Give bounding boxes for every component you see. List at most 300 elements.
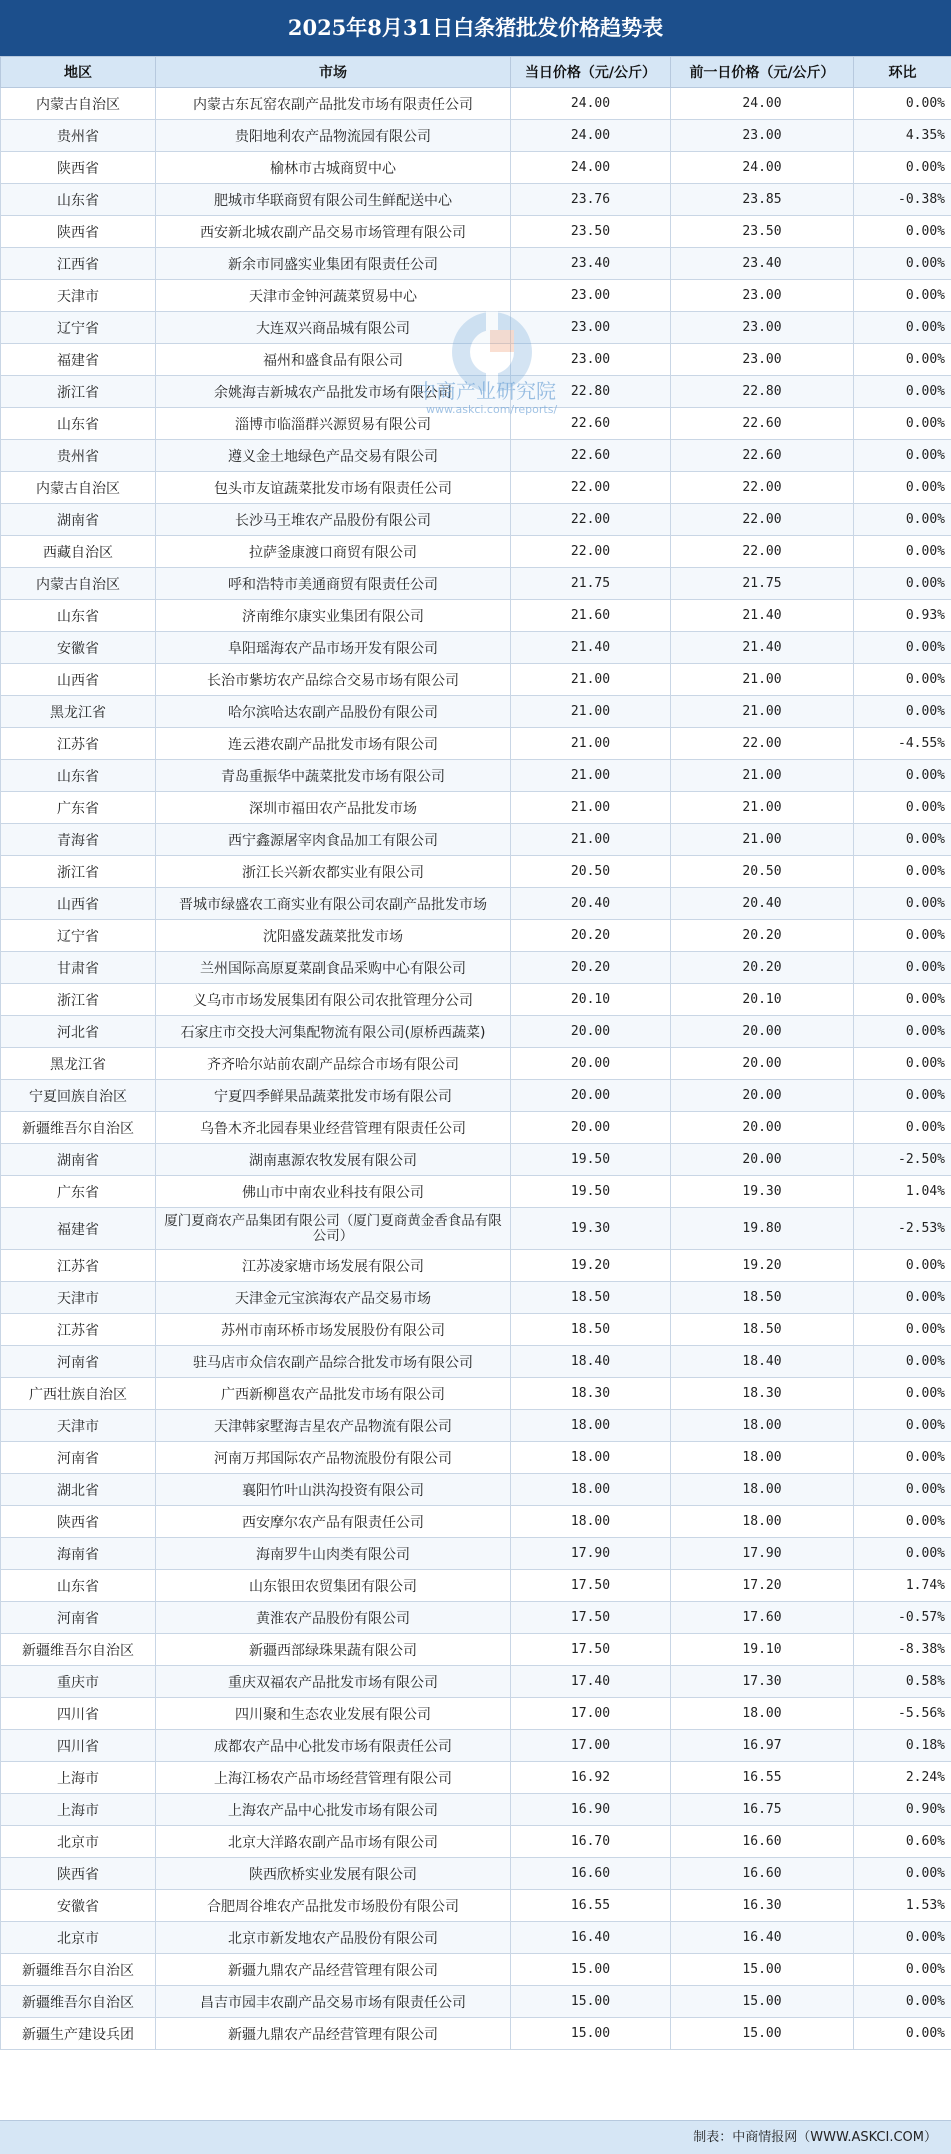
cell-previous-price: 18.40 — [671, 1346, 854, 1378]
cell-today-price: 22.60 — [511, 440, 671, 472]
table-row — [1, 1442, 951, 1474]
table-row — [1, 1346, 951, 1378]
cell-today-price: 17.00 — [511, 1698, 671, 1730]
column-header-region: 地区 — [1, 57, 156, 88]
cell-region: 上海市 — [1, 1762, 156, 1794]
cell-previous-price: 21.00 — [671, 792, 854, 824]
table-row — [1, 1986, 951, 2018]
cell-market: 新疆九鼎农产品经营管理有限公司 — [156, 2018, 511, 2050]
cell-change: 0.60% — [854, 1826, 951, 1858]
table-row — [1, 1144, 951, 1176]
cell-region: 山西省 — [1, 664, 156, 696]
cell-previous-price: 23.00 — [671, 120, 854, 152]
cell-change: 0.00% — [854, 888, 951, 920]
cell-today-price: 18.50 — [511, 1282, 671, 1314]
cell-change: 0.00% — [854, 1442, 951, 1474]
cell-today-price: 15.00 — [511, 1986, 671, 2018]
cell-market: 长沙马王堆农产品股份有限公司 — [156, 504, 511, 536]
cell-region: 福建省 — [1, 1208, 156, 1250]
cell-previous-price: 23.50 — [671, 216, 854, 248]
table-row — [1, 792, 951, 824]
cell-today-price: 17.50 — [511, 1602, 671, 1634]
cell-region: 新疆维吾尔自治区 — [1, 1112, 156, 1144]
cell-region: 山西省 — [1, 888, 156, 920]
cell-region: 辽宁省 — [1, 920, 156, 952]
table-row — [1, 1474, 951, 1506]
cell-region: 陕西省 — [1, 1858, 156, 1890]
cell-today-price: 22.00 — [511, 536, 671, 568]
cell-change: 2.24% — [854, 1762, 951, 1794]
cell-market: 黄淮农产品股份有限公司 — [156, 1602, 511, 1634]
table-row — [1, 1176, 951, 1208]
cell-market: 义乌市市场发展集团有限公司农批管理分公司 — [156, 984, 511, 1016]
cell-market: 大连双兴商品城有限公司 — [156, 312, 511, 344]
cell-change: 0.00% — [854, 216, 951, 248]
cell-change: 0.00% — [854, 1080, 951, 1112]
table-row — [1, 1080, 951, 1112]
table-row — [1, 184, 951, 216]
table-row — [1, 1570, 951, 1602]
table-row — [1, 472, 951, 504]
cell-previous-price: 20.20 — [671, 920, 854, 952]
cell-change: 0.00% — [854, 440, 951, 472]
cell-change: 0.00% — [854, 696, 951, 728]
cell-change: 0.00% — [854, 1474, 951, 1506]
cell-region: 北京市 — [1, 1922, 156, 1954]
cell-region: 宁夏回族自治区 — [1, 1080, 156, 1112]
cell-previous-price: 15.00 — [671, 2018, 854, 2050]
cell-today-price: 20.00 — [511, 1048, 671, 1080]
cell-previous-price: 20.20 — [671, 952, 854, 984]
cell-today-price: 19.50 — [511, 1176, 671, 1208]
cell-today-price: 24.00 — [511, 120, 671, 152]
table-row — [1, 1282, 951, 1314]
cell-change: -8.38% — [854, 1634, 951, 1666]
cell-market: 肥城市华联商贸有限公司生鲜配送中心 — [156, 184, 511, 216]
cell-change: 0.00% — [854, 88, 951, 120]
cell-change: 1.74% — [854, 1570, 951, 1602]
table-body — [1, 88, 951, 2050]
cell-market: 厦门夏商农产品集团有限公司（厦门夏商黄金香食品有限公司） — [156, 1208, 511, 1250]
cell-market: 江苏凌家塘市场发展有限公司 — [156, 1250, 511, 1282]
cell-region: 浙江省 — [1, 376, 156, 408]
cell-change: 0.00% — [854, 568, 951, 600]
watermark-text: 中商产业研究院 — [416, 375, 616, 404]
cell-change: 0.00% — [854, 1410, 951, 1442]
cell-region: 青海省 — [1, 824, 156, 856]
cell-region: 天津市 — [1, 1410, 156, 1442]
cell-previous-price: 23.00 — [671, 312, 854, 344]
cell-previous-price: 22.00 — [671, 536, 854, 568]
table-row — [1, 1954, 951, 1986]
cell-today-price: 23.50 — [511, 216, 671, 248]
cell-change: 0.00% — [854, 1250, 951, 1282]
cell-change: 0.00% — [854, 1048, 951, 1080]
cell-today-price: 19.20 — [511, 1250, 671, 1282]
cell-today-price: 17.50 — [511, 1570, 671, 1602]
table-row — [1, 664, 951, 696]
cell-today-price: 16.70 — [511, 1826, 671, 1858]
cell-change: 0.00% — [854, 1506, 951, 1538]
cell-today-price: 17.90 — [511, 1538, 671, 1570]
cell-previous-price: 17.30 — [671, 1666, 854, 1698]
cell-previous-price: 18.50 — [671, 1314, 854, 1346]
cell-change: 0.00% — [854, 2018, 951, 2050]
table-row — [1, 536, 951, 568]
table-row — [1, 1112, 951, 1144]
cell-change: 0.00% — [854, 760, 951, 792]
cell-market: 天津市金钟河蔬菜贸易中心 — [156, 280, 511, 312]
table-row — [1, 856, 951, 888]
cell-previous-price: 22.60 — [671, 440, 854, 472]
cell-change: 0.18% — [854, 1730, 951, 1762]
table-row — [1, 600, 951, 632]
cell-today-price: 18.30 — [511, 1378, 671, 1410]
cell-change: 0.00% — [854, 312, 951, 344]
cell-region: 海南省 — [1, 1538, 156, 1570]
cell-region: 江西省 — [1, 248, 156, 280]
table-row — [1, 1666, 951, 1698]
cell-region: 天津市 — [1, 280, 156, 312]
cell-market: 哈尔滨哈达农副产品股份有限公司 — [156, 696, 511, 728]
cell-today-price: 20.50 — [511, 856, 671, 888]
cell-region: 新疆维吾尔自治区 — [1, 1954, 156, 1986]
cell-market: 西安摩尔农产品有限责任公司 — [156, 1506, 511, 1538]
cell-change: 0.00% — [854, 1314, 951, 1346]
cell-region: 湖南省 — [1, 1144, 156, 1176]
cell-previous-price: 21.00 — [671, 696, 854, 728]
cell-today-price: 24.00 — [511, 152, 671, 184]
cell-change: 0.00% — [854, 1112, 951, 1144]
cell-today-price: 18.00 — [511, 1474, 671, 1506]
table-row — [1, 1730, 951, 1762]
table-header-row — [1, 57, 951, 88]
table-row — [1, 440, 951, 472]
cell-previous-price: 20.00 — [671, 1112, 854, 1144]
cell-today-price: 18.00 — [511, 1410, 671, 1442]
cell-today-price: 23.00 — [511, 344, 671, 376]
cell-previous-price: 22.80 — [671, 376, 854, 408]
cell-market: 长治市紫坊农产品综合交易市场有限公司 — [156, 664, 511, 696]
cell-market: 济南维尔康实业集团有限公司 — [156, 600, 511, 632]
cell-market: 苏州市南环桥市场发展股份有限公司 — [156, 1314, 511, 1346]
cell-market: 阜阳瑶海农产品市场开发有限公司 — [156, 632, 511, 664]
cell-change: -0.57% — [854, 1602, 951, 1634]
cell-today-price: 22.60 — [511, 408, 671, 440]
cell-market: 贵阳地利农产品物流园有限公司 — [156, 120, 511, 152]
cell-change: 0.00% — [854, 856, 951, 888]
cell-region: 广西壮族自治区 — [1, 1378, 156, 1410]
cell-previous-price: 18.00 — [671, 1698, 854, 1730]
cell-today-price: 16.40 — [511, 1922, 671, 1954]
cell-previous-price: 24.00 — [671, 88, 854, 120]
cell-region: 安徽省 — [1, 632, 156, 664]
cell-today-price: 21.00 — [511, 792, 671, 824]
cell-today-price: 20.40 — [511, 888, 671, 920]
cell-market: 襄阳竹叶山洪沟投资有限公司 — [156, 1474, 511, 1506]
cell-previous-price: 20.40 — [671, 888, 854, 920]
cell-today-price: 23.40 — [511, 248, 671, 280]
cell-region: 上海市 — [1, 1794, 156, 1826]
cell-today-price: 23.00 — [511, 280, 671, 312]
column-header-previous-price: 前一日价格（元/公斤） — [671, 57, 854, 88]
cell-previous-price: 22.00 — [671, 472, 854, 504]
table-row — [1, 1538, 951, 1570]
cell-region: 山东省 — [1, 760, 156, 792]
cell-region: 贵州省 — [1, 120, 156, 152]
cell-today-price: 21.00 — [511, 760, 671, 792]
table-row — [1, 408, 951, 440]
cell-change: 0.00% — [854, 504, 951, 536]
table-row — [1, 984, 951, 1016]
cell-previous-price: 22.00 — [671, 728, 854, 760]
footer-credit: 制表：中商情报网（WWW.ASKCI.COM） — [693, 2121, 937, 2154]
table-row — [1, 1016, 951, 1048]
cell-previous-price: 19.30 — [671, 1176, 854, 1208]
cell-region: 江苏省 — [1, 1250, 156, 1282]
cell-previous-price: 20.00 — [671, 1016, 854, 1048]
cell-today-price: 22.80 — [511, 376, 671, 408]
cell-market: 新疆西部绿珠果蔬有限公司 — [156, 1634, 511, 1666]
cell-previous-price: 24.00 — [671, 152, 854, 184]
cell-previous-price: 20.50 — [671, 856, 854, 888]
cell-market: 浙江长兴新农都实业有限公司 — [156, 856, 511, 888]
cell-previous-price: 21.40 — [671, 600, 854, 632]
cell-previous-price: 17.20 — [671, 1570, 854, 1602]
cell-market: 佛山市中南农业科技有限公司 — [156, 1176, 511, 1208]
table-row — [1, 1506, 951, 1538]
cell-previous-price: 21.00 — [671, 760, 854, 792]
cell-market: 山东银田农贸集团有限公司 — [156, 1570, 511, 1602]
cell-region: 陕西省 — [1, 152, 156, 184]
cell-today-price: 22.00 — [511, 504, 671, 536]
table-row — [1, 2018, 951, 2050]
cell-region: 浙江省 — [1, 984, 156, 1016]
table-row — [1, 1762, 951, 1794]
cell-market: 湖南惠源农牧发展有限公司 — [156, 1144, 511, 1176]
cell-today-price: 24.00 — [511, 88, 671, 120]
cell-region: 江苏省 — [1, 1314, 156, 1346]
cell-previous-price: 16.55 — [671, 1762, 854, 1794]
cell-previous-price: 23.85 — [671, 184, 854, 216]
cell-change: 0.00% — [854, 280, 951, 312]
cell-market: 海南罗牛山肉类有限公司 — [156, 1538, 511, 1570]
cell-region: 河北省 — [1, 1016, 156, 1048]
page-title: 2025年8月31日白条猪批发价格趋势表 — [0, 0, 951, 56]
cell-market: 榆林市古城商贸中心 — [156, 152, 511, 184]
cell-market: 广西新柳邕农产品批发市场有限公司 — [156, 1378, 511, 1410]
cell-change: 0.00% — [854, 792, 951, 824]
table-row — [1, 920, 951, 952]
cell-today-price: 18.40 — [511, 1346, 671, 1378]
table-row — [1, 696, 951, 728]
table-row — [1, 760, 951, 792]
cell-previous-price: 20.00 — [671, 1048, 854, 1080]
cell-change: 0.00% — [854, 952, 951, 984]
table-row — [1, 824, 951, 856]
cell-region: 内蒙古自治区 — [1, 568, 156, 600]
cell-market: 四川聚和生态农业发展有限公司 — [156, 1698, 511, 1730]
cell-region: 甘肃省 — [1, 952, 156, 984]
cell-previous-price: 16.60 — [671, 1858, 854, 1890]
table-row — [1, 888, 951, 920]
table-row — [1, 728, 951, 760]
cell-today-price: 20.00 — [511, 1112, 671, 1144]
cell-today-price: 18.00 — [511, 1442, 671, 1474]
cell-today-price: 19.50 — [511, 1144, 671, 1176]
cell-previous-price: 22.60 — [671, 408, 854, 440]
cell-region: 河南省 — [1, 1346, 156, 1378]
cell-today-price: 23.00 — [511, 312, 671, 344]
cell-today-price: 21.00 — [511, 728, 671, 760]
cell-market: 呼和浩特市美通商贸有限责任公司 — [156, 568, 511, 600]
cell-market: 新疆九鼎农产品经营管理有限公司 — [156, 1954, 511, 1986]
cell-market: 宁夏四季鲜果品蔬菜批发市场有限公司 — [156, 1080, 511, 1112]
cell-region: 山东省 — [1, 184, 156, 216]
cell-change: 1.53% — [854, 1890, 951, 1922]
cell-change: 0.00% — [854, 536, 951, 568]
cell-market: 驻马店市众信农副产品综合批发市场有限公司 — [156, 1346, 511, 1378]
table-row — [1, 952, 951, 984]
table-row — [1, 280, 951, 312]
cell-region: 新疆生产建设兵团 — [1, 2018, 156, 2050]
cell-market: 重庆双福农产品批发市场有限公司 — [156, 1666, 511, 1698]
cell-market: 西安新北城农副产品交易市场管理有限公司 — [156, 216, 511, 248]
cell-market: 石家庄市交投大河集配物流有限公司(原桥西蔬菜) — [156, 1016, 511, 1048]
cell-region: 浙江省 — [1, 856, 156, 888]
cell-previous-price: 17.60 — [671, 1602, 854, 1634]
cell-market: 天津金元宝滨海农产品交易市场 — [156, 1282, 511, 1314]
cell-market: 包头市友谊蔬菜批发市场有限责任公司 — [156, 472, 511, 504]
cell-market: 福州和盛食品有限公司 — [156, 344, 511, 376]
cell-change: 0.00% — [854, 1016, 951, 1048]
cell-today-price: 19.30 — [511, 1208, 671, 1250]
table-row — [1, 376, 951, 408]
cell-change: 0.00% — [854, 472, 951, 504]
table-row — [1, 1922, 951, 1954]
cell-today-price: 21.40 — [511, 632, 671, 664]
cell-today-price: 18.00 — [511, 1506, 671, 1538]
cell-market: 余姚海吉新城农产品批发市场有限公司 — [156, 376, 511, 408]
cell-today-price: 16.60 — [511, 1858, 671, 1890]
cell-today-price: 17.00 — [511, 1730, 671, 1762]
cell-change: 0.00% — [854, 632, 951, 664]
cell-previous-price: 18.00 — [671, 1506, 854, 1538]
cell-change: 0.00% — [854, 664, 951, 696]
table-row — [1, 1048, 951, 1080]
cell-previous-price: 16.30 — [671, 1890, 854, 1922]
footer — [0, 2120, 951, 2154]
cell-change: 0.00% — [854, 408, 951, 440]
cell-today-price: 21.75 — [511, 568, 671, 600]
cell-market: 昌吉市园丰农副产品交易市场有限责任公司 — [156, 1986, 511, 2018]
table-row — [1, 1794, 951, 1826]
cell-today-price: 17.50 — [511, 1634, 671, 1666]
cell-today-price: 21.60 — [511, 600, 671, 632]
price-table — [0, 56, 951, 2050]
cell-today-price: 16.55 — [511, 1890, 671, 1922]
cell-market: 陕西欣桥实业发展有限公司 — [156, 1858, 511, 1890]
cell-previous-price: 21.75 — [671, 568, 854, 600]
cell-previous-price: 18.30 — [671, 1378, 854, 1410]
cell-change: 4.35% — [854, 120, 951, 152]
cell-change: 0.00% — [854, 1922, 951, 1954]
cell-today-price: 20.00 — [511, 1080, 671, 1112]
cell-market: 连云港农副产品批发市场有限公司 — [156, 728, 511, 760]
cell-change: 0.00% — [854, 920, 951, 952]
column-header-today-price: 当日价格（元/公斤） — [511, 57, 671, 88]
cell-change: 0.00% — [854, 1954, 951, 1986]
cell-market: 新余市同盛实业集团有限责任公司 — [156, 248, 511, 280]
cell-region: 广东省 — [1, 792, 156, 824]
cell-market: 西宁鑫源屠宰肉食品加工有限公司 — [156, 824, 511, 856]
cell-previous-price: 17.90 — [671, 1538, 854, 1570]
cell-region: 湖北省 — [1, 1474, 156, 1506]
cell-change: 0.00% — [854, 984, 951, 1016]
table-row — [1, 1250, 951, 1282]
cell-previous-price: 16.40 — [671, 1922, 854, 1954]
cell-previous-price: 19.20 — [671, 1250, 854, 1282]
cell-market: 齐齐哈尔站前农副产品综合市场有限公司 — [156, 1048, 511, 1080]
cell-previous-price: 21.00 — [671, 824, 854, 856]
cell-region: 辽宁省 — [1, 312, 156, 344]
cell-change: 0.00% — [854, 376, 951, 408]
cell-region: 陕西省 — [1, 1506, 156, 1538]
table-row — [1, 568, 951, 600]
cell-today-price: 17.40 — [511, 1666, 671, 1698]
cell-previous-price: 15.00 — [671, 1986, 854, 2018]
table-row — [1, 1634, 951, 1666]
cell-previous-price: 18.00 — [671, 1410, 854, 1442]
cell-region: 安徽省 — [1, 1890, 156, 1922]
cell-change: 0.00% — [854, 1346, 951, 1378]
table-row — [1, 1698, 951, 1730]
cell-market: 合肥周谷堆农产品批发市场股份有限公司 — [156, 1890, 511, 1922]
table-row — [1, 312, 951, 344]
column-header-market: 市场 — [156, 57, 511, 88]
cell-region: 西藏自治区 — [1, 536, 156, 568]
cell-today-price: 20.10 — [511, 984, 671, 1016]
cell-region: 山东省 — [1, 408, 156, 440]
cell-change: -2.50% — [854, 1144, 951, 1176]
cell-change: -5.56% — [854, 1698, 951, 1730]
cell-today-price: 18.50 — [511, 1314, 671, 1346]
cell-previous-price: 18.00 — [671, 1442, 854, 1474]
cell-today-price: 16.90 — [511, 1794, 671, 1826]
cell-region: 福建省 — [1, 344, 156, 376]
cell-previous-price: 23.00 — [671, 344, 854, 376]
table-row — [1, 1826, 951, 1858]
cell-market: 河南万邦国际农产品物流股份有限公司 — [156, 1442, 511, 1474]
cell-previous-price: 16.75 — [671, 1794, 854, 1826]
table-row — [1, 1208, 951, 1250]
cell-market: 遵义金土地绿色产品交易有限公司 — [156, 440, 511, 472]
cell-region: 河南省 — [1, 1602, 156, 1634]
cell-previous-price: 20.00 — [671, 1080, 854, 1112]
cell-market: 晋城市绿盛农工商实业有限公司农副产品批发市场 — [156, 888, 511, 920]
cell-change: 0.90% — [854, 1794, 951, 1826]
cell-change: 1.04% — [854, 1176, 951, 1208]
cell-change: 0.00% — [854, 1538, 951, 1570]
cell-change: 0.00% — [854, 824, 951, 856]
cell-market: 兰州国际高原夏菜副食品采购中心有限公司 — [156, 952, 511, 984]
cell-region: 陕西省 — [1, 216, 156, 248]
cell-region: 内蒙古自治区 — [1, 472, 156, 504]
cell-change: 0.00% — [854, 152, 951, 184]
cell-previous-price: 16.60 — [671, 1826, 854, 1858]
cell-region: 河南省 — [1, 1442, 156, 1474]
table-row — [1, 1890, 951, 1922]
